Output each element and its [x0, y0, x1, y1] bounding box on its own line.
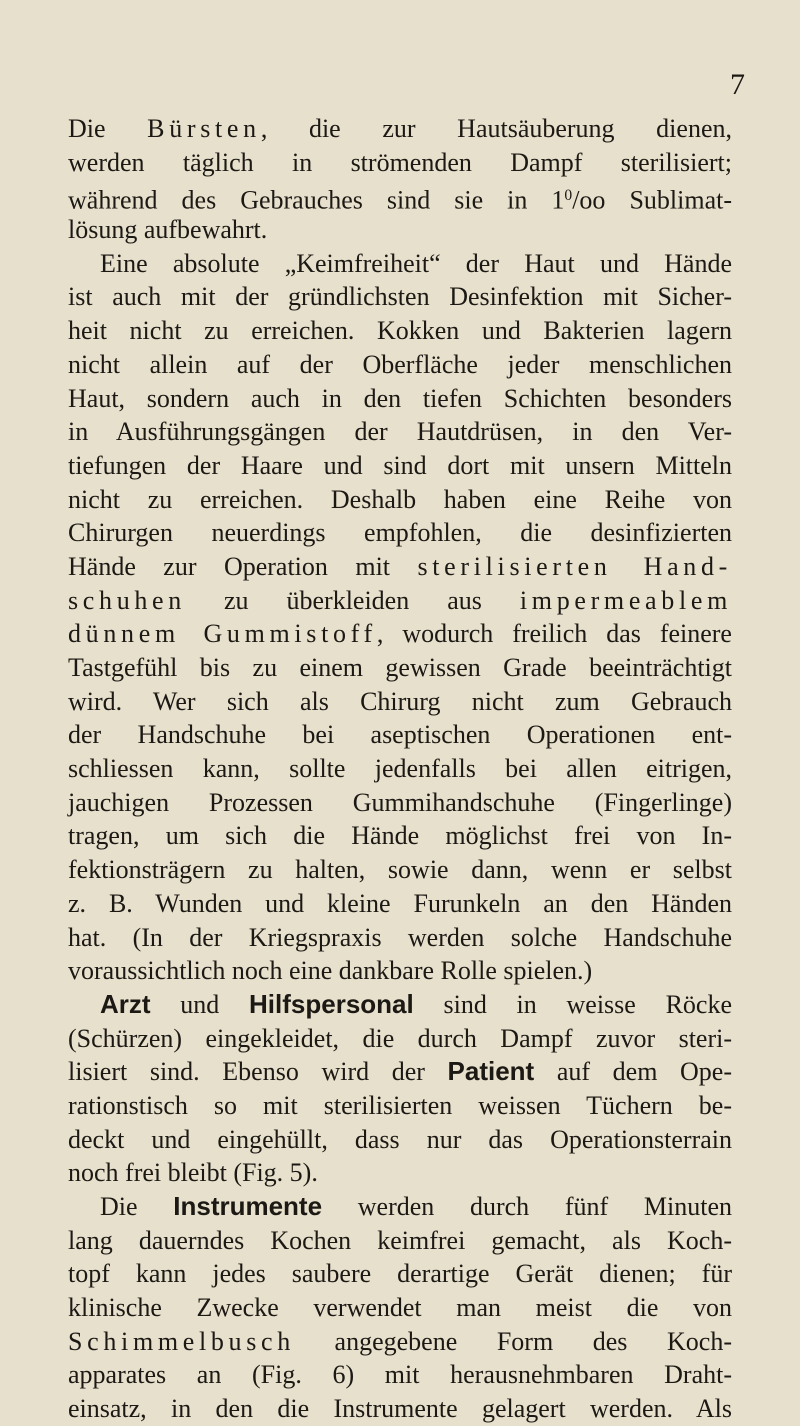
text-line — [68, 213, 732, 247]
text-line — [68, 718, 732, 752]
text-run: tragen, um sich die Hände möglichst frei von In- — [68, 821, 732, 851]
emphasis-spaced: impermeablem — [519, 585, 732, 615]
text-line — [68, 887, 732, 921]
text-run: /oo Sublimat- — [572, 185, 732, 215]
text-run: Chirurgen neuerdings empfohlen, die desinfizierten — [68, 518, 732, 548]
text-line — [68, 1022, 732, 1056]
text-run: Eine absolute „Keimfreiheit“ der Haut und Hände — [100, 248, 732, 278]
text-line — [68, 1089, 732, 1123]
text-line — [68, 1392, 732, 1426]
superscript: 0 — [564, 187, 573, 205]
emphasis-bold: Hilfspersonal — [249, 988, 414, 1019]
text-run: apparates an (Fig. 6) mit herausnehmbaren Draht- — [68, 1360, 732, 1390]
text-run: tiefungen der Haare und sind dort mit unsern Mitteln — [68, 450, 732, 480]
text-line — [68, 584, 732, 618]
emphasis-bold: Instrumente — [173, 1191, 323, 1221]
text-line — [68, 314, 732, 348]
text-run: Hände zur Operation mit — [68, 551, 418, 581]
text-run: klinische Zwecke verwendet man meist die von — [68, 1293, 732, 1323]
text-line — [68, 651, 732, 685]
text-run: in Ausführungsgängen der Hautdrüsen, in den Ver- — [68, 417, 732, 447]
text-run: einsatz, in den die Instrumente gelagert werden. Als — [68, 1394, 732, 1424]
text-run: , wodurch freilich das feinere — [376, 619, 732, 649]
text-line — [68, 516, 732, 550]
text-run: ist auch mit der gründlichsten Desinfektion mit Sicher- — [68, 282, 732, 312]
body-text — [68, 112, 732, 1426]
text-run: noch frei bleibt (Fig. 5). — [68, 1158, 318, 1188]
text-run: wird. Wer sich als Chirurg nicht zum Gebrauch — [68, 686, 732, 716]
text-line — [68, 179, 732, 213]
text-run: Tastgefühl bis zu einem gewissen Grade beeinträchtigt — [68, 653, 732, 682]
text-run: rationstisch so mit sterilisierten weissen Tüchern be- — [68, 1090, 732, 1120]
text-run: lang dauerndes Kochen keimfrei gemacht, als Koch- — [68, 1225, 732, 1255]
text-run: Die — [68, 114, 148, 143]
text-run: (Schürzen) eingekleidet, die durch Dampf zuvor steri- — [68, 1023, 732, 1053]
text-line — [68, 550, 732, 584]
text-run: lisiert sind. Ebenso wird der — [68, 1057, 448, 1087]
text-line — [68, 819, 732, 853]
text-run: der Handschuhe bei aseptischen Operationen ent- — [68, 720, 732, 750]
text-line — [68, 786, 732, 820]
emphasis-bold: Patient — [447, 1056, 535, 1087]
emphasis-spaced: Schimmelbusch — [68, 1326, 295, 1356]
text-run: sind in weisse Röcke — [413, 989, 732, 1019]
text-run: lösung aufbewahrt. — [68, 215, 268, 245]
text-line — [68, 921, 732, 955]
text-run: topf kann jedes saubere derartige Gerät dienen; für — [68, 1259, 732, 1289]
text-line — [68, 1055, 732, 1089]
text-line — [68, 988, 732, 1022]
text-run: werden durch fünf Minuten — [322, 1192, 732, 1221]
emphasis-spaced: dünnem Gummistoff — [68, 619, 377, 649]
text-line — [68, 617, 732, 651]
text-run: heit nicht zu erreichen. Kokken und Bakterien lagern — [68, 316, 732, 346]
text-line — [68, 449, 732, 483]
text-line — [68, 954, 732, 988]
emphasis-spaced: Bürsten — [147, 114, 261, 143]
text-line — [68, 853, 732, 887]
text-run: auf dem Ope- — [534, 1057, 733, 1087]
text-run: während des Gebrauches sind sie in 1 — [68, 185, 565, 215]
text-run: hat. (In der Kriegspraxis werden solche Handschuhe — [68, 922, 732, 952]
page-number: 7 — [730, 68, 745, 101]
text-run: schliessen kann, sollte jedenfalls bei allen eitrigen, — [68, 754, 732, 784]
text-run: Haut, sondern auch in den tiefen Schichten besonders — [68, 383, 732, 413]
text-line — [68, 348, 732, 382]
text-line — [68, 1358, 732, 1392]
text-run: angegebene Form des Koch- — [294, 1326, 732, 1356]
emphasis-bold: Arzt — [100, 988, 151, 1019]
text-line — [68, 1190, 732, 1224]
text-line — [68, 1291, 732, 1325]
text-run: voraussichtlich noch eine dankbare Rolle spielen.) — [68, 956, 593, 986]
emphasis-spaced: schuhen — [68, 585, 186, 615]
text-line — [68, 1123, 732, 1157]
text-run: jauchigen Prozessen Gummihandschuhe (Fingerlinge) — [68, 787, 732, 817]
text-run: , die zur Hautsäuberung dienen, — [260, 114, 732, 143]
text-run: fektionsträgern zu halten, sowie dann, wenn er selbst — [68, 855, 732, 885]
emphasis-spaced: sterilisierten Hand- — [417, 551, 733, 581]
text-line — [68, 146, 732, 180]
text-line — [68, 1325, 732, 1359]
text-run: deckt und eingehüllt, dass nur das Operationsterrain — [68, 1124, 732, 1154]
text-line — [68, 1224, 732, 1258]
text-line — [68, 247, 732, 281]
text-line — [68, 685, 732, 719]
text-run: Die — [100, 1192, 174, 1221]
text-line — [68, 280, 732, 314]
text-run: nicht allein auf der Oberfläche jeder menschlichen — [68, 349, 732, 379]
text-line — [68, 752, 732, 786]
text-line — [68, 483, 732, 517]
text-line — [68, 415, 732, 449]
text-run: zu überkleiden aus — [185, 585, 520, 615]
text-line — [68, 1156, 732, 1190]
text-run: nicht zu erreichen. Deshalb haben eine Reihe von — [68, 484, 732, 514]
text-run: werden täglich in strömenden Dampf sterilisiert; — [68, 147, 732, 177]
text-line — [68, 1257, 732, 1291]
text-run: und — [150, 989, 250, 1019]
text-line — [68, 382, 732, 416]
text-run: z. B. Wunden und kleine Furunkeln an den Händen — [68, 888, 732, 918]
text-line — [68, 112, 732, 146]
